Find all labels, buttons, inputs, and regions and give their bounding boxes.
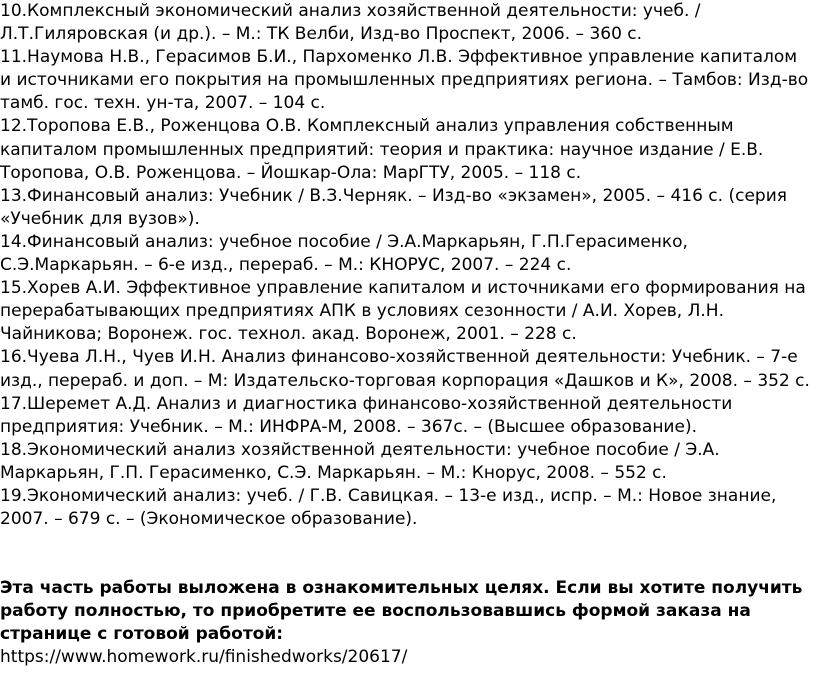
section-spacer — [0, 531, 812, 577]
reference-item-14: 14.Финансовый анализ: учебное пособие / Э.А.Маркарьян, Г.П.Герасименко, С.Э.Маркарьян. – 6-е изд., перераб. – М.: КНОРУС, 2007. – 224 с. — [0, 231, 688, 276]
reference-item-13: 13.Финансовый анализ: Учебник / В.З.Черняк. – Изд-во «экзамен», 2005. – 416 с. (серия «Учебник для вузов»). — [0, 185, 787, 229]
reference-item-11: 11.Наумова Н.В., Герасимов Б.И., Пархоменко Л.В. Эффективное управление капиталом и источниками его покрытия на промышленных предприятиях региона. – Тамбов: Изд-во тамб. гос. техн. ун-та, 2007. – 104 с. — [0, 47, 809, 114]
reference-item-16: 16.Чуева Л.Н., Чуев И.Н. Анализ финансово-хозяйственной деятельности: Учебник. – 7-е изд., перераб. и доп. – М: Издательско-торговая корпорация «Дашков и К», 2008. – 352 с. — [0, 347, 810, 391]
reference-item-12: 12.Торопова Е.В., Роженцова О.В. Комплексный анализ управления собственным капиталом промышленных предприятий: теория и практика: научное издание / Е.В. Торопова, О.В. Роженцова. – Йошкар-Ола: МарГТУ, 2005. – 118 с. — [0, 116, 764, 183]
reference-item-15: 15.Хорев А.И. Эффективное управление капиталом и источниками его формирования на перерабатывающих предприятиях АПК в условиях сезонности / А.И. Хорев, Л.Н. Чайникова; Воронеж. гос. технол. акад. Воронеж, 2001. – 228 с. — [0, 278, 806, 345]
reference-item-10: 10.Комплексный экономический анализ хозяйственной деятельности: учеб. / Л.Т.Гиляровская (и др.). – М.: ТК Велби, Изд-во Проспект, 2006. – 360 с. — [0, 1, 701, 45]
preview-notice: Эта часть работы выложена в ознакомительных целях. Если вы хотите получить работу полностью, то приобретите ее воспользовавшись формой заказа на странице с готовой работой: — [0, 578, 803, 645]
reference-item-17: 17.Шеремет А.Д. Анализ и диагностика финансово-хозяйственной деятельности предприятия: Учебник. – М.: ИНФРА-М, 2008. – 367с. – (Высшее образование). — [0, 393, 733, 437]
reference-item-19: 19.Экономический анализ: учеб. / Г.В. Савицкая. – 13-е изд., испр. – М.: Новое знание, 2007. – 679 с. – (Экономическое образование). — [0, 485, 777, 530]
reference-item-18: 18.Экономический анализ хозяйственной деятельности: учебное пособие / Э.А. Маркарьян, Г.П. Герасименко, С.Э. Маркарьян. – М.: Кнорус, 2008. – 552 с. — [0, 439, 720, 483]
finished-work-link[interactable]: https://www.homework.ru/finishedworks/20617/ — [0, 647, 408, 668]
